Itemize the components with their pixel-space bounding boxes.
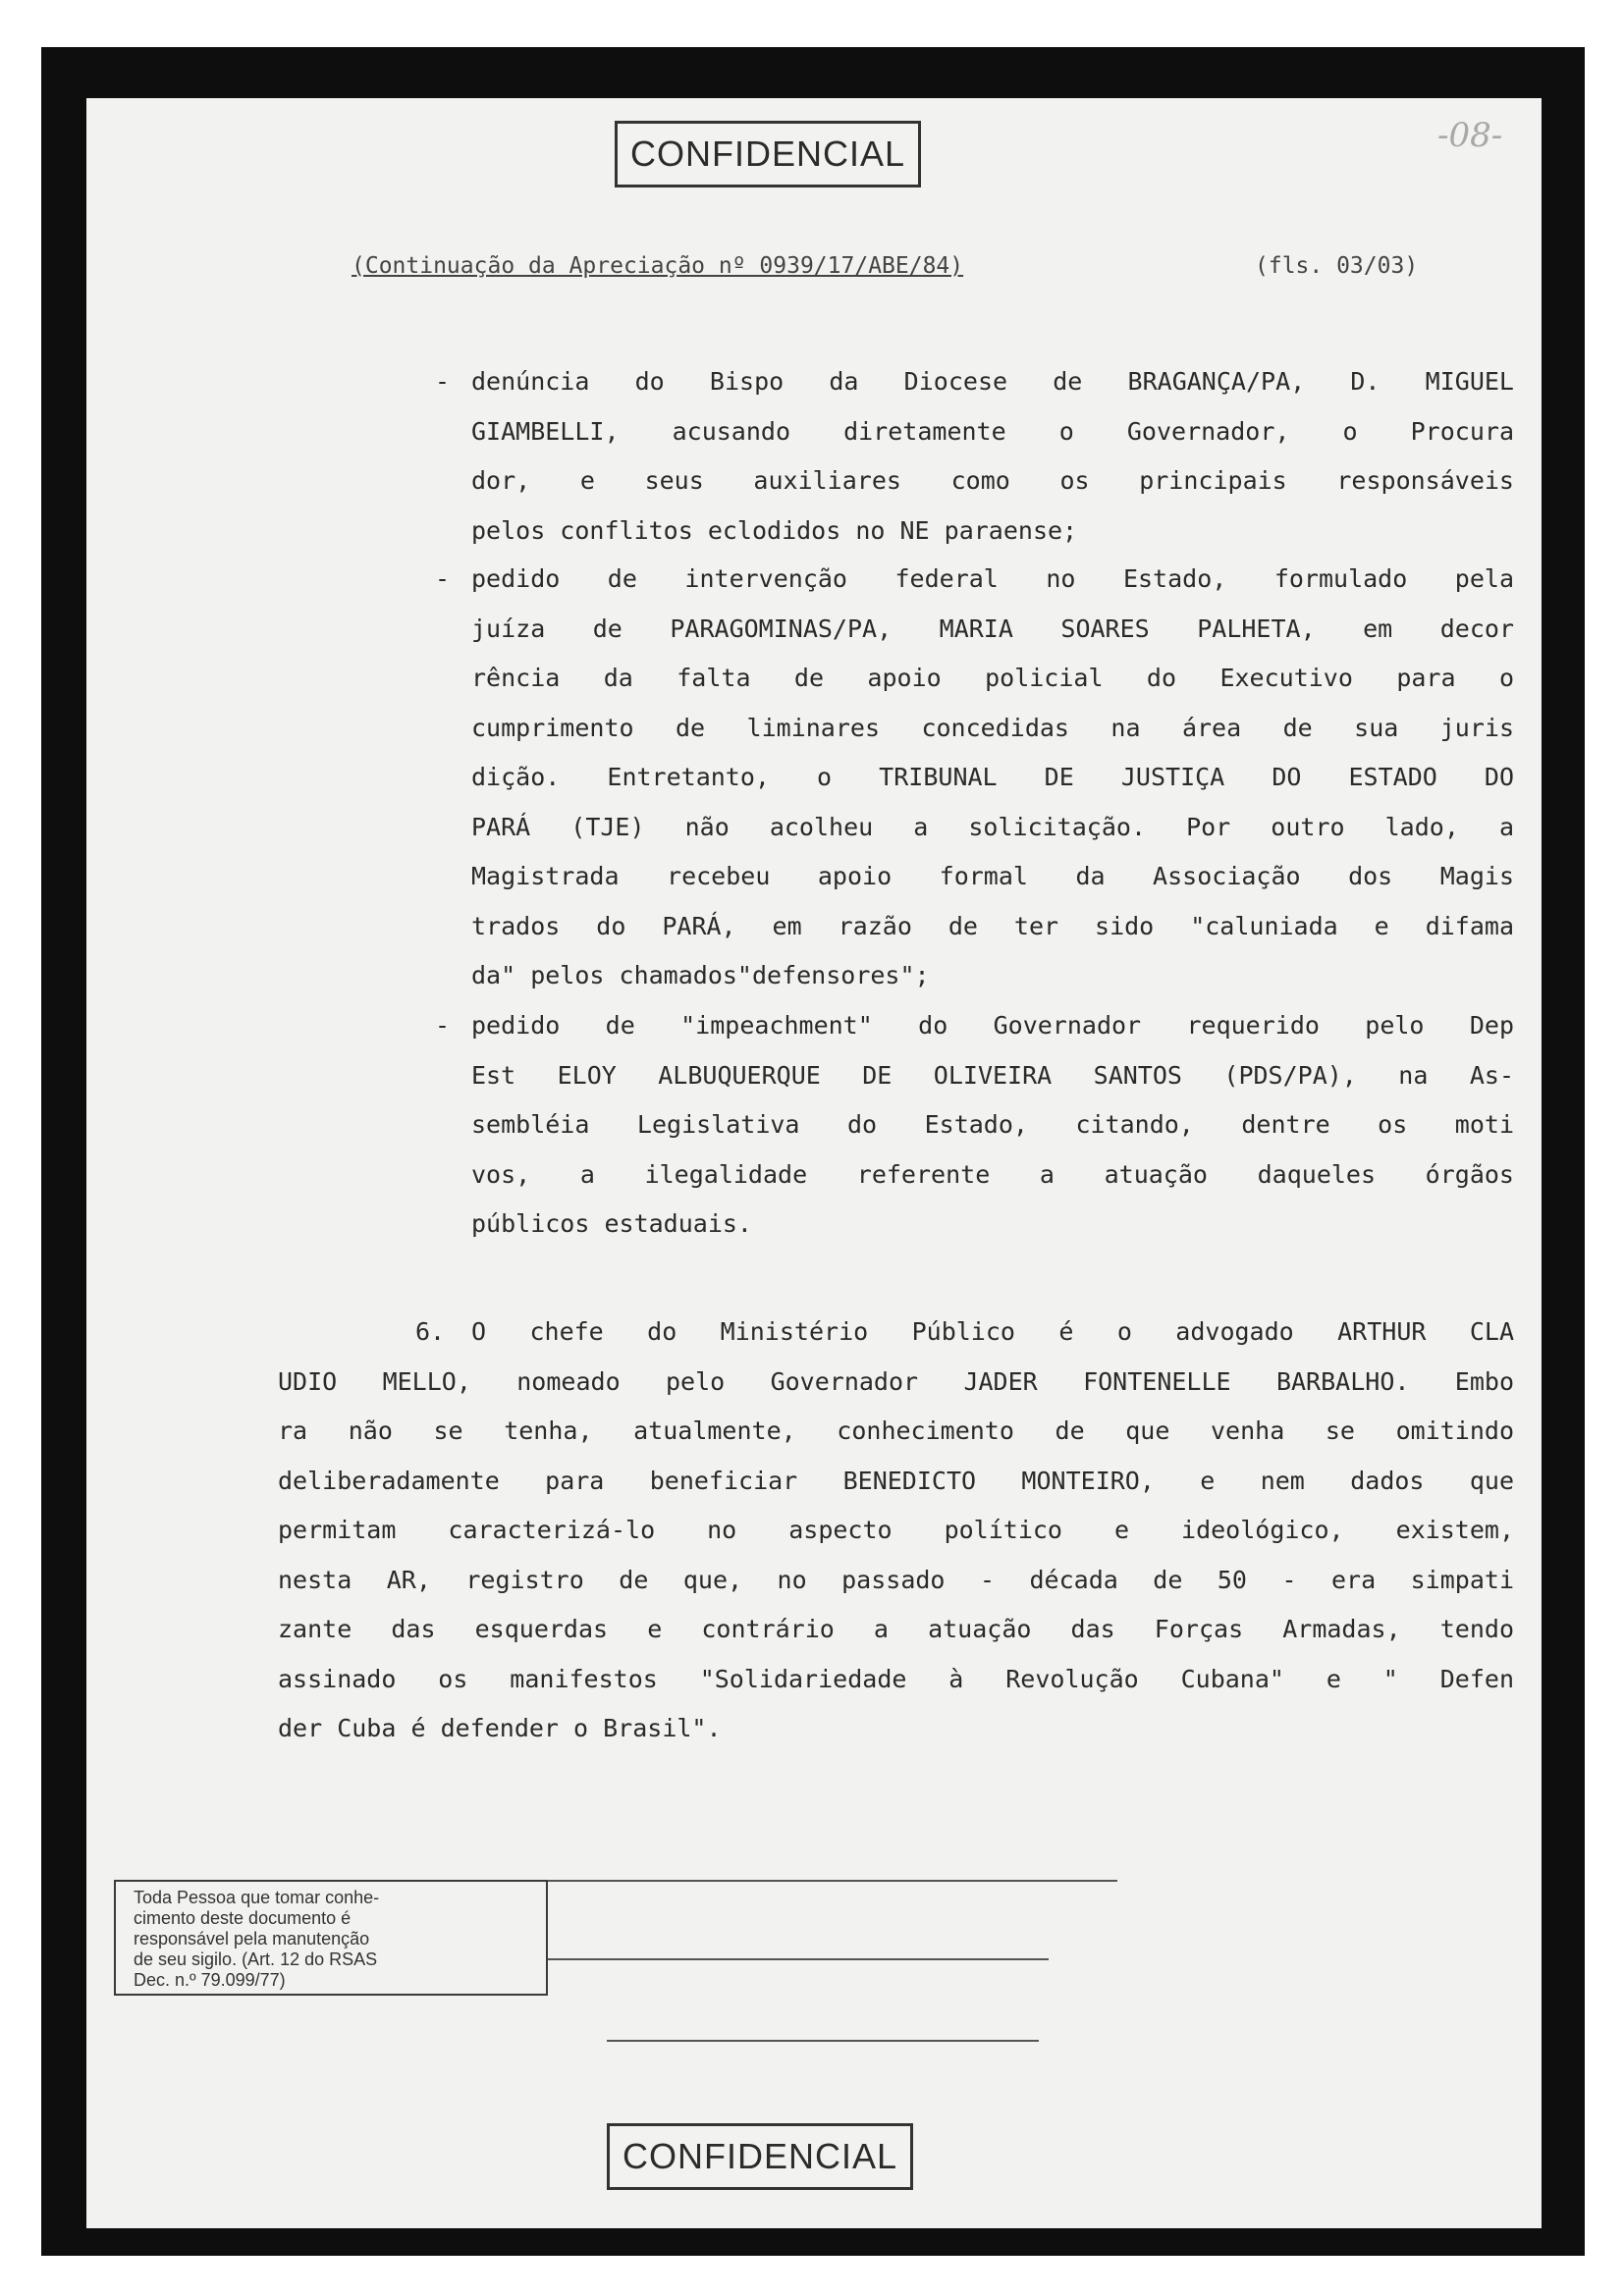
signature-line <box>548 1958 1049 1960</box>
text-line: Est ELOY ALBUQUERQUE DE OLIVEIRA SANTOS (PDS/PA), na As- <box>471 1060 1514 1090</box>
text-line: pelos conflitos eclodidos no NE paraense; <box>471 515 1078 545</box>
text-line: permitam caracterizá-lo no aspecto político e ideológico, existem, <box>278 1516 1514 1544</box>
continuation-header <box>352 253 1510 279</box>
signature-line <box>548 1880 1117 1882</box>
text-line: dição. Entretanto, o TRIBUNAL DE JUSTIÇA DO ESTADO DO <box>471 763 1514 791</box>
text-line: da" pelos chamados"defensores"; <box>471 961 930 989</box>
notice-line: responsável pela manutenção <box>134 1929 370 1949</box>
text-line: pedido de intervenção federal no Estado, formulado pela <box>471 564 1514 593</box>
bullet-item-2 <box>471 555 1514 1001</box>
text-line: pedido de "impeachment" do Governador requerido pelo Dep <box>471 1011 1514 1040</box>
page-number-mark: -08- <box>1437 116 1503 155</box>
bullet-marker: - <box>435 367 451 396</box>
confidentiality-notice <box>114 1880 548 1996</box>
text-line: denúncia do Bispo da Diocese de BRAGANÇA/PA, D. MIGUEL <box>471 367 1514 396</box>
text-line: der Cuba é defender o Brasil". <box>278 1714 722 1742</box>
signature-line <box>607 2040 1039 2042</box>
bullet-marker: - <box>435 1011 451 1040</box>
text-line: públicos estaduais. <box>471 1209 752 1238</box>
paragraph-number: 6. <box>415 1317 446 1346</box>
text-line: dor, e seus auxiliares como os principais responsáveis <box>471 466 1514 495</box>
notice-line: Toda Pessoa que tomar conhe- <box>134 1888 380 1907</box>
bullet-item-1 <box>471 357 1514 556</box>
text-line: UDIO MELLO, nomeado pelo Governador JADER FONTENELLE BARBALHO. Embo <box>278 1366 1514 1396</box>
bullet-marker: - <box>435 564 451 593</box>
text-line: Magistrada recebeu apoio formal da Associação dos Magis <box>471 862 1514 890</box>
text-line: nesta AR, registro de que, no passado - década de 50 - era simpati <box>278 1565 1514 1594</box>
header-reference: (Continuação da Apreciação nº 0939/17/ABE/84) <box>352 253 964 279</box>
text-line: ra não se tenha, atualmente, conhecimento de que venha se omitindo <box>278 1416 1514 1445</box>
header-folio: (fls. 03/03) <box>1255 253 1419 279</box>
confidential-stamp-top: CONFIDENCIAL <box>615 121 921 187</box>
paragraph-6-first-line <box>471 1308 1514 1358</box>
text-line: sembléia Legislativa do Estado, citando, dentre os moti <box>471 1110 1514 1139</box>
notice-line: cimento deste documento é <box>134 1908 352 1928</box>
text-line: vos, a ilegalidade referente a atuação daqueles órgãos <box>471 1159 1514 1189</box>
text-line: rência da falta de apoio policial do Executivo para o <box>471 664 1514 692</box>
paragraph-6-body <box>278 1358 1514 1754</box>
confidential-stamp-bottom: CONFIDENCIAL <box>607 2123 913 2190</box>
text-line: cumprimento de liminares concedidas na área de sua juris <box>471 713 1514 742</box>
text-line: assinado os manifestos "Solidariedade à Revolução Cubana" e " Defen <box>278 1664 1514 1693</box>
text-line: PARÁ (TJE) não acolheu a solicitação. Por outro lado, a <box>471 812 1514 841</box>
text-line: zante das esquerdas e contrário a atuação das Forças Armadas, tendo <box>278 1615 1514 1643</box>
text-line: deliberadamente para beneficiar BENEDICTO MONTEIRO, e nem dados que <box>278 1466 1514 1495</box>
text-line: trados do PARÁ, em razão de ter sido "caluniada e difama <box>471 911 1514 940</box>
text-line: juíza de PARAGOMINAS/PA, MARIA SOARES PALHETA, em decor <box>471 614 1514 643</box>
notice-line: de seu sigilo. (Art. 12 do RSAS <box>134 1949 378 1969</box>
document-page <box>86 98 1542 2228</box>
text-line: GIAMBELLI, acusando diretamente o Governador, o Procura <box>471 416 1514 446</box>
notice-line: Dec. n.º 79.099/77) <box>134 1970 286 1990</box>
text-line: O chefe do Ministério Público é o advogado ARTHUR CLA <box>471 1317 1514 1346</box>
bullet-item-3 <box>471 1001 1514 1250</box>
